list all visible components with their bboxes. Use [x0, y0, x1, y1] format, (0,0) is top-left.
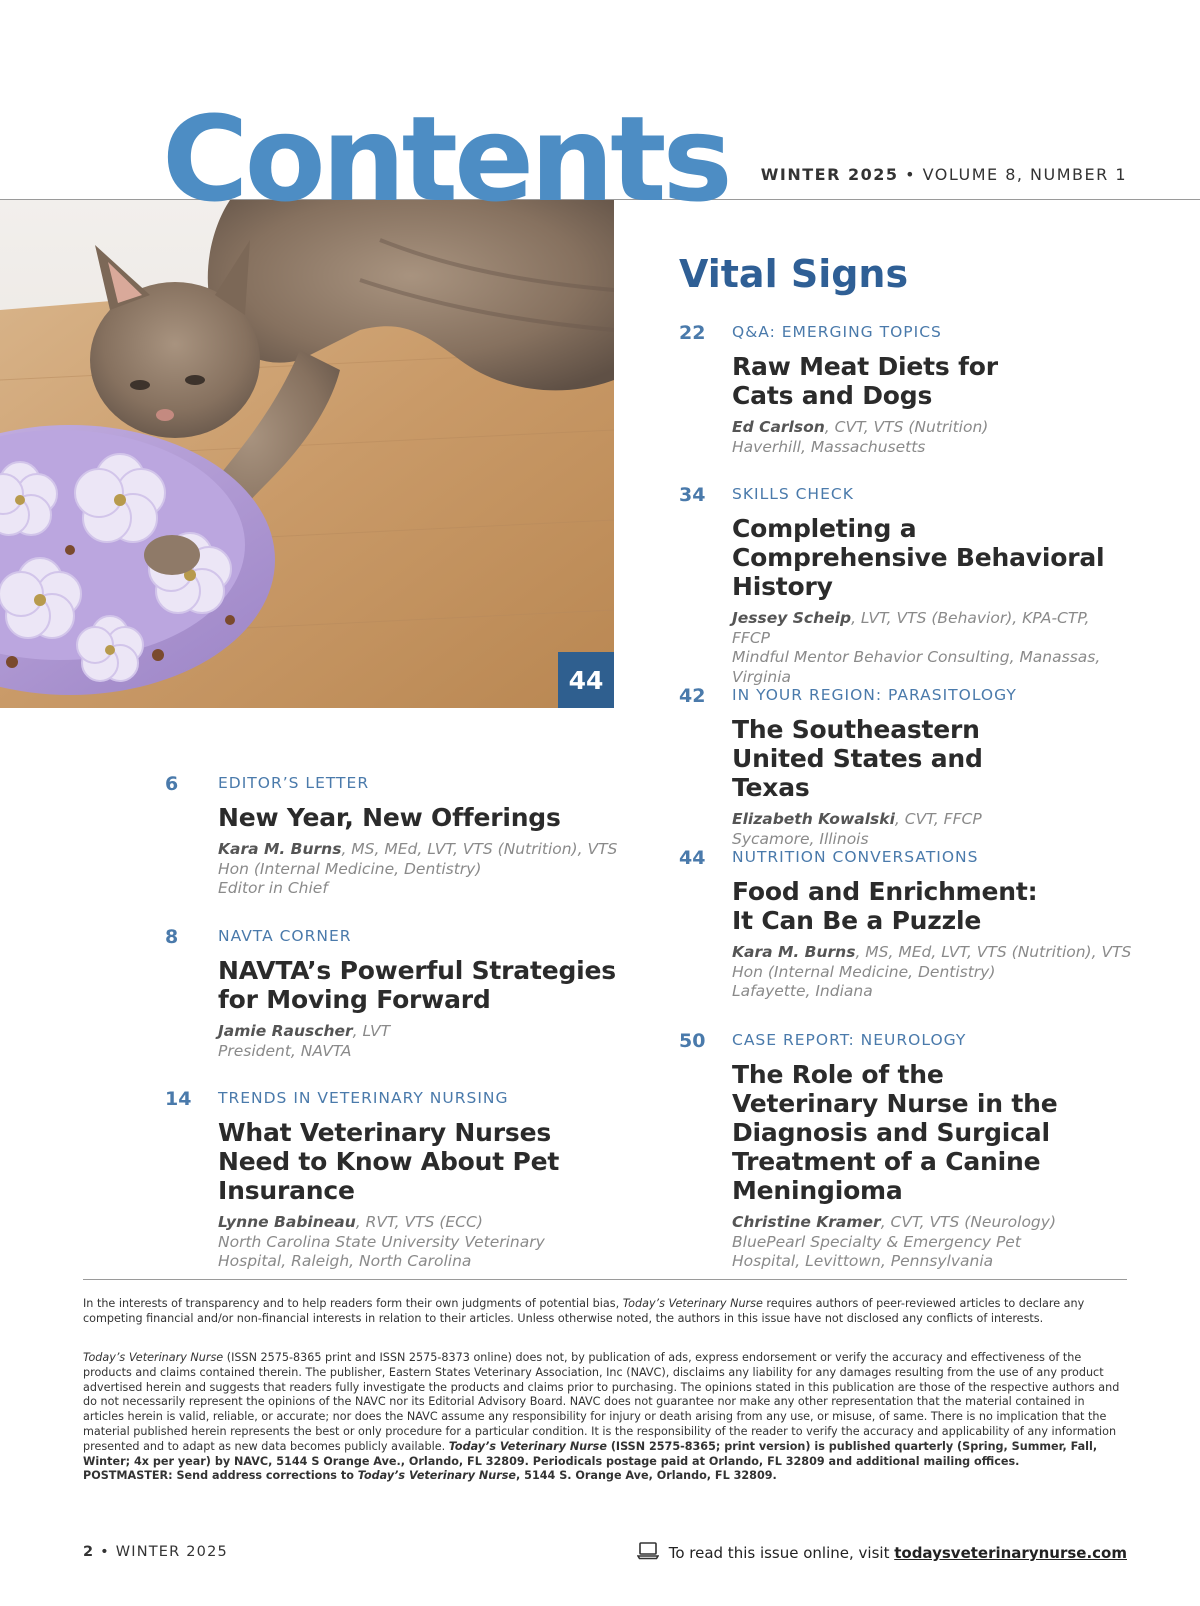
postmaster-text: POSTMASTER: Send address corrections to — [83, 1469, 358, 1483]
page-number: 2 — [83, 1544, 95, 1560]
toc-title: The Role of the Veterinary Nurse in the Diagnosis and Surgical Treatment of a Canine Meningioma — [732, 1060, 1058, 1205]
toc-credentials: , CVT, VTS (Neurology) — [880, 1213, 1056, 1231]
cat-puzzle-feeder-illustration — [0, 200, 614, 708]
disclaimer-text: (ISSN 2575-8365 print and ISSN 2575-8373 online) does not, by publication of ads, express endorsement or verify the accuracy and effectiveness of the products and claims contained therein. The publisher, Eastern States Veterinary Association, Inc (NAVC), disclaims any liability for any damages resulting from the use of any product advertised herein and suggests that readers fully investigate the products and claims prior to purchasing. The opinions stated in this publication are those of the respective authors and do not necessarily represent the opinions of the NAVC nor its Editorial Advisory Board. NAVC does not guarantee nor make any other representation that the material contained in articles herein is valid, reliable, or accurate; nor does the NAVC assume any responsibility for injury or death arising from any use, or misuse, of same. There is no implication that the material published herein represents the best or only procedure for a particular condition. It is the responsibility of the reader to verify the accuracy and applicability of any information presented and to adapt as new data becomes publicly available. — [83, 1351, 1120, 1453]
disclosure-text-cont: requires authors of peer-reviewed articles to declare any competing financial and/or non-financial interests in relation to their articles. Unless otherwise noted, the authors in this issue have not disclosed any conflicts of interests. — [83, 1297, 1085, 1325]
toc-category: SKILLS CHECK — [732, 485, 854, 503]
toc-title: New Year, New Offerings — [218, 803, 561, 832]
toc-credentials: , LVT, VTS (Behavior), KPA-CTP, FFCP — [732, 609, 1090, 647]
toc-byline — [732, 418, 1132, 457]
cover-photo-page-badge: 44 — [558, 652, 614, 708]
issue-season: WINTER 2025 — [760, 165, 899, 184]
folio-issue: WINTER 2025 — [115, 1544, 228, 1560]
disclaimer-paragraph — [83, 1351, 1127, 1484]
toc-byline — [732, 609, 1122, 687]
toc-byline — [732, 810, 1132, 849]
toc-author: Ed Carlson — [732, 418, 825, 436]
journal-name: Today’s Veterinary Nurse — [448, 1439, 607, 1453]
issue-separator: • — [898, 165, 923, 184]
online-notice — [637, 1542, 1127, 1564]
toc-title: What Veterinary Nurses Need to Know About Pet Insurance — [218, 1118, 560, 1205]
toc-author: Kara M. Burns — [218, 840, 342, 858]
disclosure-text: In the interests of transparency and to help readers form their own judgments of potential bias, — [83, 1297, 623, 1310]
folio-separator: • — [100, 1544, 110, 1560]
postmaster-address: , 5144 S. Orange Ave, Orlando, FL 32809. — [516, 1469, 777, 1483]
toc-byline — [732, 1213, 1072, 1272]
toc-title: The Southeastern United States and Texas — [732, 715, 983, 802]
page-title: Contents — [162, 90, 729, 228]
journal-name: Today’s Veterinary Nurse — [357, 1469, 517, 1483]
toc-author: Lynne Babineau — [218, 1213, 356, 1231]
toc-credentials: , MS, MEd, LVT, VTS (Nutrition), VTS Hon (Internal Medicine, Dentistry) — [732, 943, 1132, 981]
section-title: Vital Signs — [679, 252, 909, 296]
toc-title: Raw Meat Diets for Cats and Dogs — [732, 352, 998, 410]
toc-page-number: 44 — [679, 847, 706, 869]
issue-volume: VOLUME 8, NUMBER 1 — [922, 165, 1127, 184]
toc-credentials: , LVT — [352, 1022, 391, 1040]
toc-category: TRENDS IN VETERINARY NURSING — [218, 1089, 509, 1107]
toc-category: NAVTA CORNER — [218, 927, 352, 945]
toc-page-number: 6 — [165, 773, 179, 795]
toc-affiliation: Mindful Mentor Behavior Consulting, Manassas, Virginia — [732, 648, 1101, 686]
toc-affiliation: North Carolina State University Veterinary Hospital, Raleigh, North Carolina — [218, 1232, 545, 1270]
toc-affiliation: Lafayette, Indiana — [732, 982, 873, 1000]
toc-byline — [218, 1213, 578, 1272]
toc-title: NAVTA’s Powerful Strategies for Moving Forward — [218, 956, 616, 1014]
toc-byline — [732, 943, 1132, 1002]
disclosure-paragraph — [83, 1297, 1127, 1327]
toc-page-number: 42 — [679, 685, 706, 707]
journal-name: Today’s Veterinary Nurse — [83, 1351, 224, 1364]
toc-affiliation: Editor in Chief — [218, 879, 328, 897]
toc-page-number: 14 — [165, 1088, 192, 1110]
toc-title: Completing a Comprehensive Behavioral History — [732, 514, 1105, 601]
toc-author: Elizabeth Kowalski — [732, 810, 895, 828]
toc-credentials: , MS, MEd, LVT, VTS (Nutrition), VTS Hon (Internal Medicine, Dentistry) — [218, 840, 618, 878]
toc-author: Kara M. Burns — [732, 943, 856, 961]
toc-category: CASE REPORT: NEUROLOGY — [732, 1031, 967, 1049]
toc-author: Jamie Rauscher — [218, 1022, 353, 1040]
toc-credentials: , RVT, VTS (ECC) — [355, 1213, 483, 1231]
toc-author: Jessey Scheip — [732, 609, 852, 627]
toc-category: EDITOR’S LETTER — [218, 774, 370, 792]
laptop-icon — [637, 1542, 659, 1564]
toc-page-number: 34 — [679, 484, 706, 506]
toc-affiliation: Haverhill, Massachusetts — [732, 437, 926, 456]
toc-page-number: 8 — [165, 926, 179, 948]
toc-byline — [218, 840, 618, 899]
toc-byline — [218, 1022, 618, 1061]
footer-rule — [83, 1279, 1127, 1280]
page-folio — [83, 1544, 228, 1560]
website-link[interactable]: todaysveterinarynurse.com — [894, 1544, 1127, 1562]
cover-photo — [0, 200, 614, 708]
online-text: To read this issue online, visit — [668, 1544, 895, 1562]
toc-affiliation: Sycamore, Illinois — [732, 829, 869, 848]
toc-credentials: , CVT, VTS (Nutrition) — [824, 418, 989, 436]
toc-title: Food and Enrichment: It Can Be a Puzzle — [732, 877, 1038, 935]
toc-page-number: 22 — [679, 322, 706, 344]
toc-credentials: , CVT, FFCP — [894, 810, 982, 828]
toc-affiliation: President, NAVTA — [218, 1041, 352, 1060]
publication-info: (ISSN 2575-8365; print version) is published quarterly (Spring, Summer, Fall, Winter; 4x per year) by NAVC, 5144 S Orange Ave., Orlando, FL 32809. Periodicals postage paid at Orlando, FL 32809 and additional mailing offices. — [83, 1439, 1098, 1468]
toc-affiliation: BluePearl Specialty & Emergency Pet Hospital, Levittown, Pennsylvania — [732, 1232, 1021, 1270]
journal-name: Today’s Veterinary Nurse — [622, 1297, 763, 1310]
toc-author: Christine Kramer — [732, 1213, 881, 1231]
toc-category: Q&A: EMERGING TOPICS — [732, 323, 942, 341]
issue-info — [761, 165, 1127, 184]
toc-category: NUTRITION CONVERSATIONS — [732, 848, 979, 866]
toc-category: IN YOUR REGION: PARASITOLOGY — [732, 686, 1017, 704]
toc-page-number: 50 — [679, 1030, 706, 1052]
